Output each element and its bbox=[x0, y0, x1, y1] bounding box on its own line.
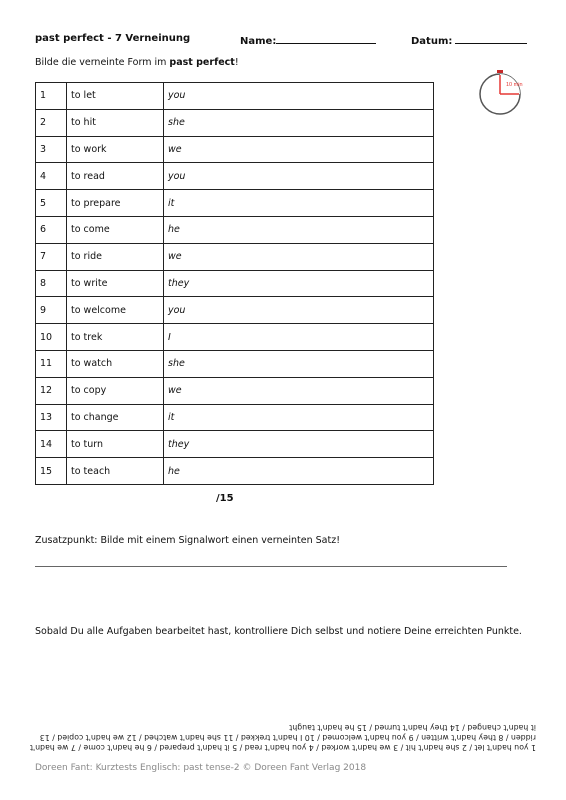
row-verb: to copy bbox=[67, 377, 164, 404]
worksheet-title: past perfect - 7 Verneinung bbox=[35, 33, 191, 44]
row-number: 13 bbox=[36, 404, 67, 431]
table-row bbox=[36, 431, 434, 458]
answer-key-line: 1 you hadn't let / 2 she hadn't hit / 3 we hadn't worked / 4 you hadn't read / 5 it hadn't prepared / 6 he hadn't come / 7 we hadn't bbox=[29, 743, 536, 752]
row-pronoun[interactable]: they bbox=[164, 270, 434, 297]
table-row bbox=[36, 377, 434, 404]
row-pronoun[interactable]: we bbox=[164, 377, 434, 404]
row-number: 4 bbox=[36, 163, 67, 190]
row-pronoun[interactable]: she bbox=[164, 350, 434, 377]
table-row bbox=[36, 324, 434, 351]
row-pronoun[interactable]: I bbox=[164, 324, 434, 351]
name-line bbox=[276, 33, 376, 44]
name-label: Name: bbox=[240, 36, 277, 47]
row-verb: to trek bbox=[67, 324, 164, 351]
row-number: 14 bbox=[36, 431, 67, 458]
row-verb: to ride bbox=[67, 243, 164, 270]
row-number: 1 bbox=[36, 83, 67, 110]
row-verb: to let bbox=[67, 83, 164, 110]
row-number: 11 bbox=[36, 350, 67, 377]
row-pronoun[interactable]: we bbox=[164, 136, 434, 163]
table-row bbox=[36, 190, 434, 217]
row-pronoun[interactable]: he bbox=[164, 458, 434, 485]
stopwatch-icon bbox=[477, 70, 523, 116]
timer-label: 10 min bbox=[506, 82, 523, 88]
name-field[interactable] bbox=[240, 33, 376, 47]
row-number: 7 bbox=[36, 243, 67, 270]
row-pronoun[interactable]: you bbox=[164, 297, 434, 324]
row-pronoun[interactable]: you bbox=[164, 83, 434, 110]
row-number: 5 bbox=[36, 190, 67, 217]
answer-line[interactable] bbox=[35, 566, 507, 567]
table-row bbox=[36, 404, 434, 431]
row-verb: to prepare bbox=[67, 190, 164, 217]
table-row bbox=[36, 458, 434, 485]
table-row bbox=[36, 216, 434, 243]
table-row bbox=[36, 297, 434, 324]
row-number: 10 bbox=[36, 324, 67, 351]
exercise-table bbox=[35, 82, 434, 485]
table-row bbox=[36, 136, 434, 163]
row-verb: to welcome bbox=[67, 297, 164, 324]
table-row bbox=[36, 350, 434, 377]
row-pronoun[interactable]: we bbox=[164, 243, 434, 270]
row-number: 12 bbox=[36, 377, 67, 404]
row-number: 3 bbox=[36, 136, 67, 163]
row-number: 15 bbox=[36, 458, 67, 485]
extra-point-instruction: Zusatzpunkt: Bilde mit einem Signalwort einen verneinten Satz! bbox=[35, 535, 341, 546]
row-verb: to change bbox=[67, 404, 164, 431]
row-verb: to come bbox=[67, 216, 164, 243]
table-row bbox=[36, 243, 434, 270]
row-number: 8 bbox=[36, 270, 67, 297]
row-pronoun[interactable]: he bbox=[164, 216, 434, 243]
answer-key-line: it hadn't changed / 14 they hadn't turned / 15 he hadn't taught bbox=[289, 723, 536, 732]
self-check-note: Sobald Du alle Aufgaben bearbeitet hast, kontrolliere Dich selbst und notiere Deine erreichten Punkte. bbox=[35, 626, 522, 637]
answer-key bbox=[29, 722, 536, 752]
table-row bbox=[36, 163, 434, 190]
date-line bbox=[455, 33, 527, 44]
table-row bbox=[36, 270, 434, 297]
row-pronoun[interactable]: it bbox=[164, 404, 434, 431]
score-total: /15 bbox=[216, 493, 234, 504]
instruction-text: Bilde die verneinte Form im bbox=[35, 57, 170, 68]
date-field[interactable] bbox=[411, 33, 527, 47]
row-verb: to teach bbox=[67, 458, 164, 485]
row-number: 6 bbox=[36, 216, 67, 243]
footer-copyright: Doreen Fant: Kurztests Englisch: past tense-2 © Doreen Fant Verlag 2018 bbox=[35, 763, 367, 773]
row-pronoun[interactable]: you bbox=[164, 163, 434, 190]
row-verb: to work bbox=[67, 136, 164, 163]
row-number: 2 bbox=[36, 109, 67, 136]
row-pronoun[interactable]: she bbox=[164, 109, 434, 136]
row-verb: to hit bbox=[67, 109, 164, 136]
answer-key-line: ridden / 8 they hadn't written / 9 you hadn't welcomed / 10 I hadn't trekked / 11 she hadn't watched / 12 we hadn't copied / 13 bbox=[39, 733, 536, 742]
row-pronoun[interactable]: it bbox=[164, 190, 434, 217]
row-verb: to write bbox=[67, 270, 164, 297]
date-label: Datum: bbox=[411, 36, 453, 47]
instruction bbox=[35, 57, 239, 68]
row-pronoun[interactable]: they bbox=[164, 431, 434, 458]
table-row bbox=[36, 109, 434, 136]
row-verb: to watch bbox=[67, 350, 164, 377]
row-verb: to turn bbox=[67, 431, 164, 458]
row-number: 9 bbox=[36, 297, 67, 324]
row-verb: to read bbox=[67, 163, 164, 190]
instruction-suffix: ! bbox=[234, 57, 239, 68]
instruction-emphasis: past perfect bbox=[169, 57, 235, 68]
table-row bbox=[36, 83, 434, 110]
